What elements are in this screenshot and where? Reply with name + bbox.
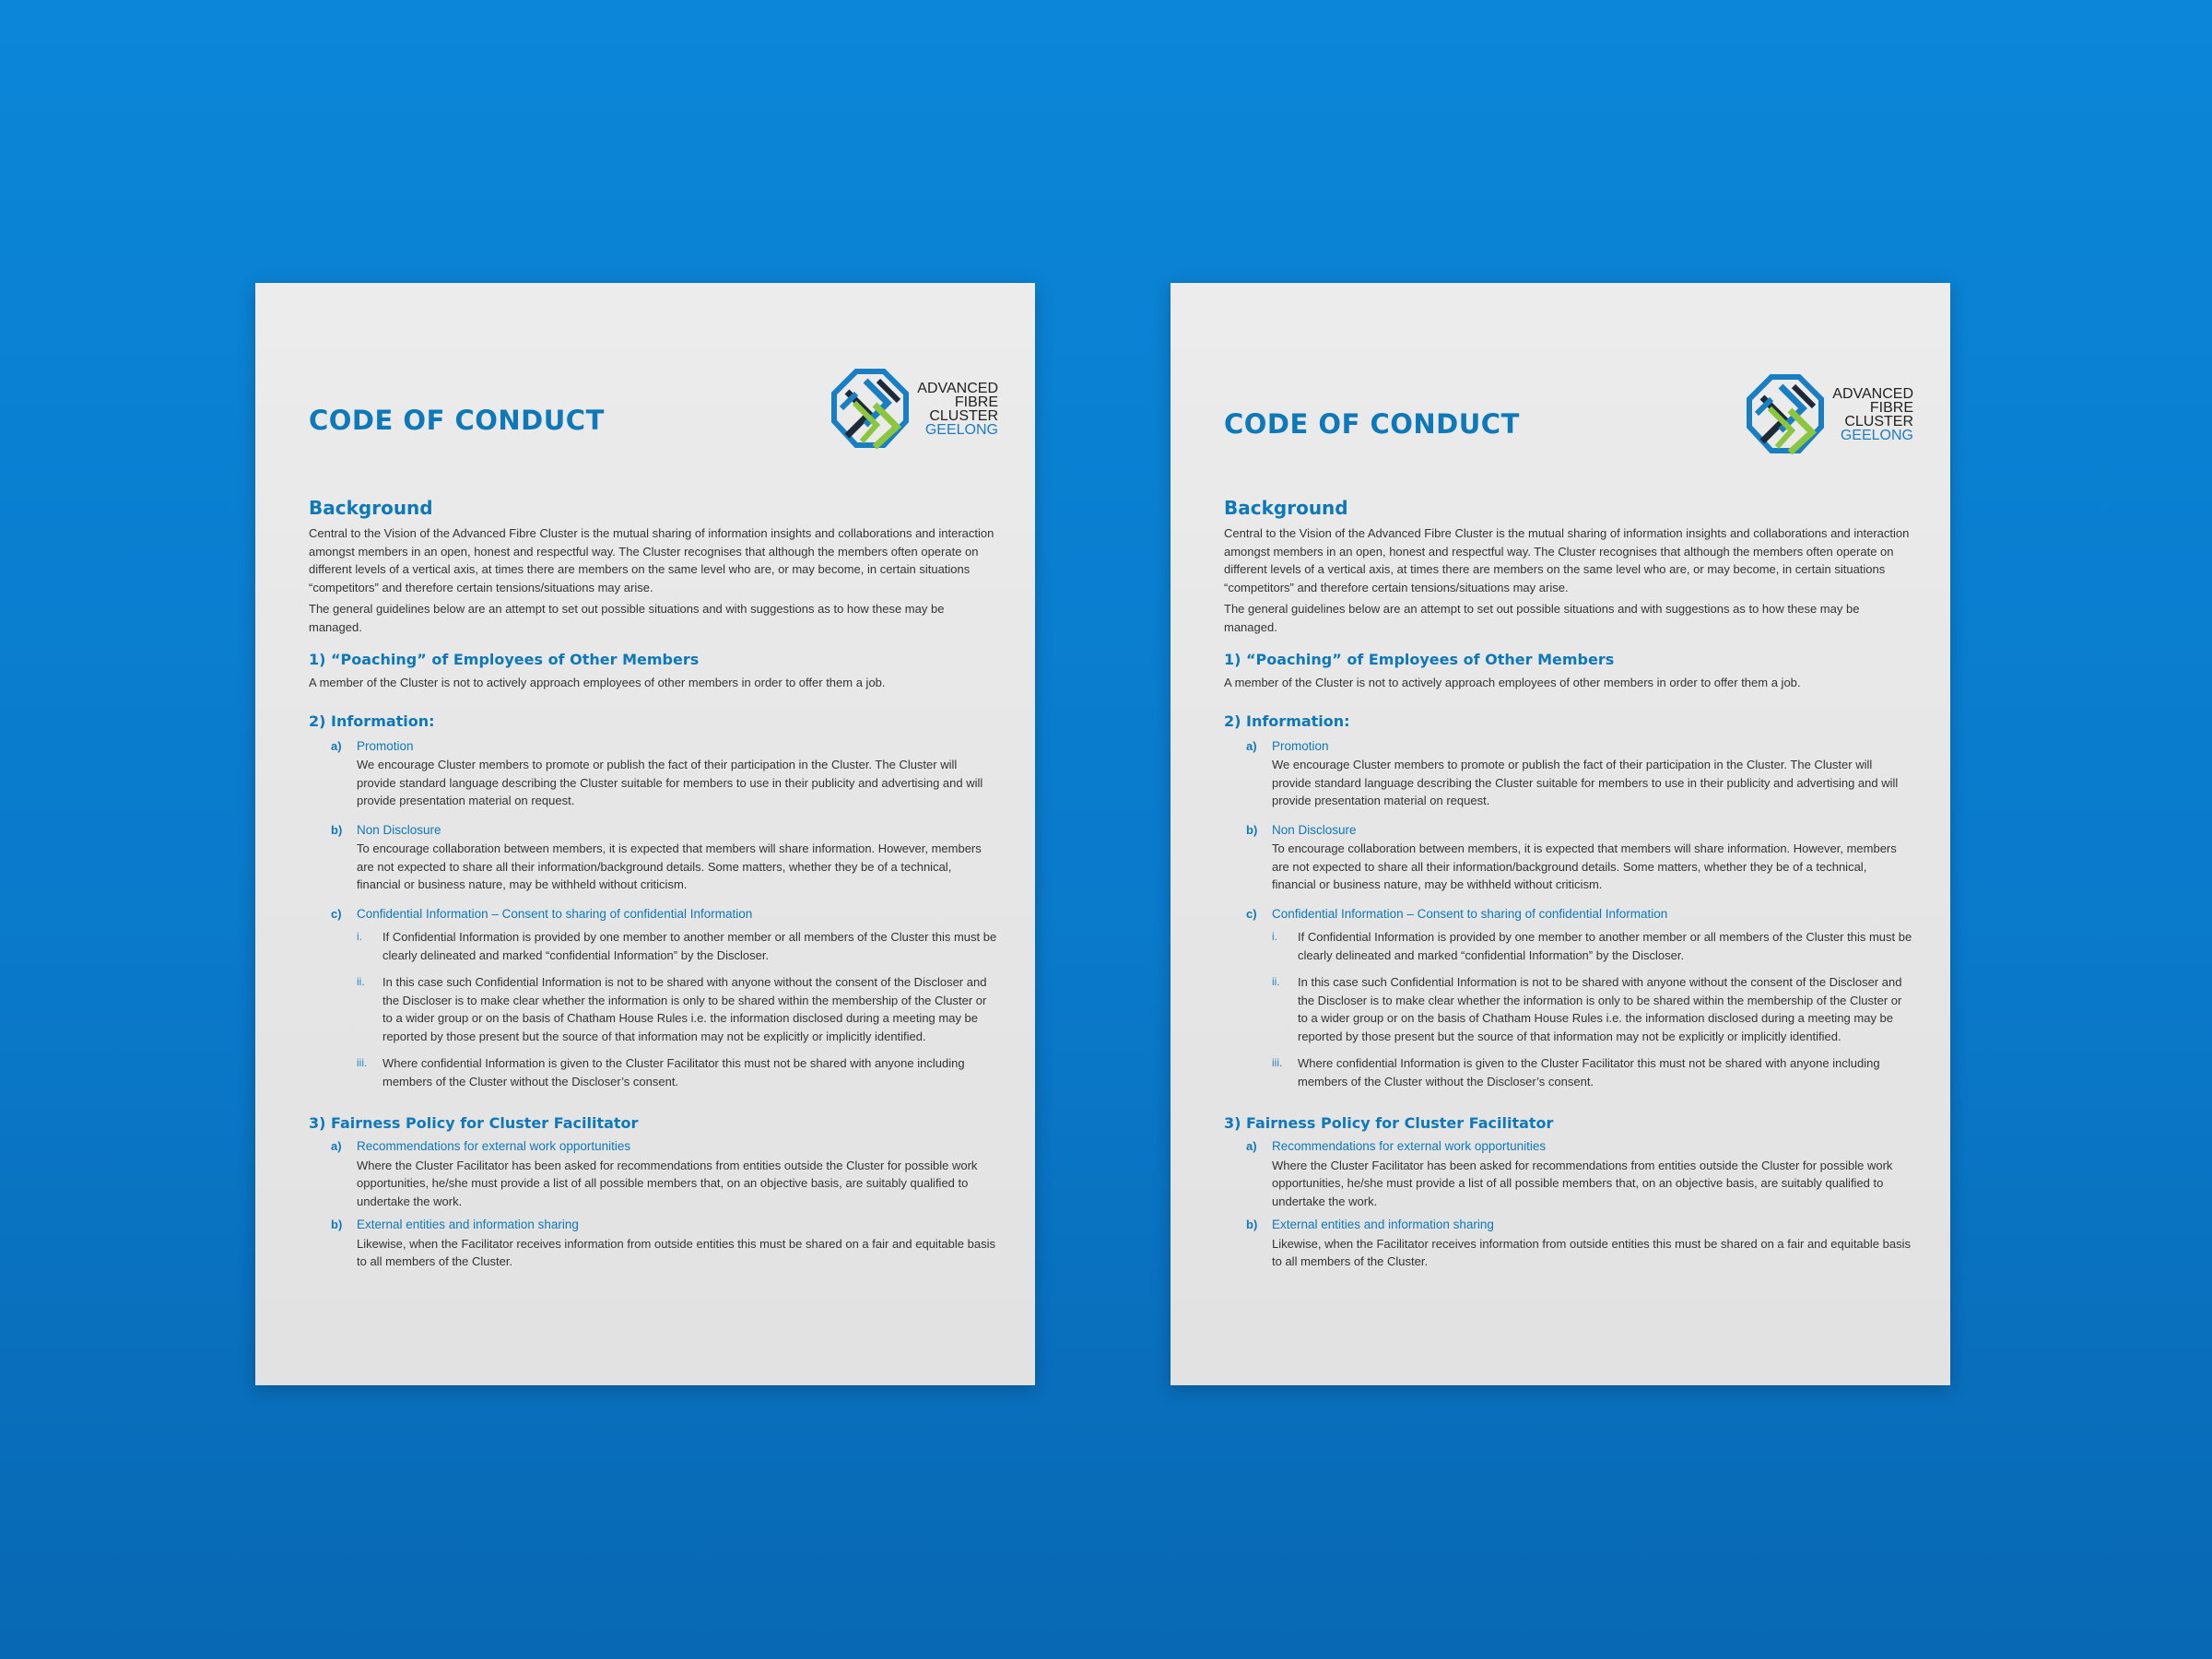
cluster-logo (829, 368, 998, 451)
background-paragraph: The general guidelines below are an attempt to set out possible situations and with suggestions as to how these may be managed. (1224, 602, 1860, 634)
cluster-logo (1744, 373, 1913, 456)
subsection (331, 1137, 998, 1214)
list-item-text: If Confidential Information is provided by one member to another member or all members of the Cluster this must be clearly delineated and marked “confidential Information” by the Discloser. (1298, 930, 1912, 962)
subsection-heading: Non Disclosure (357, 822, 441, 837)
subsection-heading: Recommendations for external work opportunities (357, 1139, 631, 1153)
subsection-key: b) (1246, 1218, 1258, 1231)
section-title: Fairness Policy for Cluster Facilitator (331, 1114, 639, 1132)
section-heading (309, 651, 998, 668)
subsection-paragraph: Where the Cluster Facilitator has been asked for recommendations from entities outside the Cluster for possible work opportunities, he/she must provide a list of all possible members that, on an objective basis, are suitably qualified to undertake the work. (357, 1158, 978, 1208)
section-title: “Poaching” of Employees of Other Members (1246, 651, 1615, 668)
document-page-right (1171, 283, 1950, 1385)
section-title: Fairness Policy for Cluster Facilitator (1246, 1114, 1554, 1132)
section-heading (1224, 712, 1913, 730)
subsection (1246, 737, 1913, 814)
section-number: 1) (1224, 651, 1241, 668)
section-heading (309, 1114, 998, 1132)
background-paragraph: Central to the Vision of the Advanced Fibre Cluster is the mutual sharing of information insights and collaborations and interaction amongst members in an open, honest and respectful way. The Cluster recognises that although the members often operate on different levels of a vertical axis, at times there are members on the same level who are, or may become, in certain situations “competitors” and therefore certain tensions/situations may arise. (309, 526, 994, 594)
list-item (357, 973, 998, 1049)
logo-line: ADVANCED (917, 381, 998, 396)
logo-line: FIBRE (954, 394, 998, 410)
subsection-key: c) (1246, 906, 1257, 921)
logo-line: ADVANCED (1832, 386, 1913, 402)
list-item-text: If Confidential Information is provided by one member to another member or all members of the Cluster this must be clearly delineated and marked “confidential Information” by the Discloser. (382, 930, 997, 962)
page-title: CODE OF CONDUCT (309, 405, 605, 436)
section-heading (1224, 1114, 1913, 1132)
list-item-text: Where confidential Information is given to the Cluster Facilitator this must not be shared with anyone including members of the Cluster without the Discloser’s consent. (382, 1056, 965, 1088)
subsection (1246, 1137, 1913, 1214)
subsection-heading: Confidential Information – Consent to sharing of confidential Information (357, 906, 753, 921)
list-item (1272, 973, 1913, 1049)
section-number: 2) (1224, 712, 1241, 730)
document-page-left (255, 283, 1035, 1385)
logo-wordmark (917, 382, 998, 437)
logo-wordmark (1832, 387, 1913, 442)
subsection (1246, 1216, 1913, 1275)
interlaced-octagon-logo-icon (1744, 373, 1827, 456)
list-item (1272, 1054, 1913, 1094)
list-item-key: i. (1272, 930, 1277, 943)
subsection (1246, 905, 1913, 1095)
section-number: 2) (309, 712, 326, 730)
subsection-paragraph: Likewise, when the Facilitator receives information from outside entities this must be shared on a fair and equitable basis to all members of the Cluster. (357, 1236, 995, 1268)
section-heading (1224, 651, 1913, 668)
subsection-heading: External entities and information sharing (357, 1218, 579, 1231)
subsection (331, 737, 998, 814)
subsection-paragraph: Where the Cluster Facilitator has been asked for recommendations from entities outside the Cluster for possible work opportunities, he/she must provide a list of all possible members that, on an objective basis, are suitably qualified to undertake the work. (1272, 1158, 1893, 1208)
interlaced-octagon-logo-icon (829, 368, 912, 451)
subsection-key: b) (331, 822, 343, 837)
logo-line: FIBRE (1869, 400, 1913, 416)
page-header (1224, 283, 1913, 497)
list-item-text: In this case such Confidential Information is not to be shared with anyone without the consent of the Discloser and the Discloser is to make clear whether the information is only to be shared within the membership of the Cluster or to a wider group or on the basis of Chatham House Rules i.e. the information disclosed during a meeting may be reported by those present but the source of that information may not be explicitly or implicitly identified. (1298, 975, 1902, 1043)
subsection-paragraph: Likewise, when the Facilitator receives information from outside entities this must be shared on a fair and equitable basis to all members of the Cluster. (1272, 1236, 1911, 1268)
section-title: “Poaching” of Employees of Other Members (331, 651, 700, 668)
list-item-key: iii. (357, 1056, 368, 1069)
subsection-key: a) (331, 1139, 342, 1153)
page-title: CODE OF CONDUCT (1224, 408, 1520, 440)
subsection-paragraph: To encourage collaboration between members, it is expected that members will share information. However, members are not expected to share all their information/background details. Some matters, whether they be of a technical, financial or business nature, may be withheld without criticism. (357, 841, 982, 891)
subsection-heading: Promotion (357, 738, 414, 753)
subsection (331, 1216, 998, 1275)
list-item (357, 928, 998, 968)
section-paragraph: A member of the Cluster is not to actively approach employees of other members in order to offer them a job. (1224, 676, 1801, 689)
subsection-heading: Promotion (1272, 738, 1329, 753)
logo-line: GEELONG (924, 422, 998, 438)
logo-line: CLUSTER (1844, 414, 1913, 429)
section-title: Information: (1246, 712, 1350, 730)
subsection-heading: Non Disclosure (1272, 822, 1357, 837)
subsection (1246, 821, 1913, 898)
list-item-key: iii. (1272, 1056, 1283, 1069)
list-item (357, 1054, 998, 1094)
list-item-text: Where confidential Information is given to the Cluster Facilitator this must not be shared with anyone including members of the Cluster without the Discloser’s consent. (1298, 1056, 1880, 1088)
subsection-paragraph: We encourage Cluster members to promote or publish the fact of their participation in the Cluster. The Cluster will provide standard language describing the Cluster suitable for members to use in their publicity and advertising and will provide presentation material on request. (1272, 758, 1899, 807)
subsection-heading: Confidential Information – Consent to sharing of confidential Information (1272, 906, 1668, 921)
list-item-key: ii. (357, 975, 365, 988)
subsection (331, 821, 998, 898)
page-header (309, 283, 998, 497)
subsection-key: a) (1246, 1139, 1257, 1153)
list-item (1272, 928, 1913, 968)
list-item-key: i. (357, 930, 362, 943)
subsection-paragraph: To encourage collaboration between members, it is expected that members will share information. However, members are not expected to share all their information/background details. Some matters, whether they be of a technical, financial or business nature, may be withheld without criticism. (1272, 841, 1897, 891)
background-heading: Background (309, 497, 433, 519)
background-paragraph: Central to the Vision of the Advanced Fibre Cluster is the mutual sharing of information insights and collaborations and interaction amongst members in an open, honest and respectful way. The Cluster recognises that although the members often operate on different levels of a vertical axis, at times there are members on the same level who are, or may become, in certain situations “competitors” and therefore certain tensions/situations may arise. (1224, 526, 1910, 594)
subsection-key: a) (331, 738, 342, 753)
logo-line: CLUSTER (929, 408, 998, 424)
logo-line: GEELONG (1840, 428, 1913, 443)
section-title: Information: (331, 712, 435, 730)
section-number: 3) (1224, 1114, 1241, 1132)
subsection-key: c) (331, 906, 342, 921)
list-item-key: ii. (1272, 975, 1280, 988)
subsection-key: a) (1246, 738, 1257, 753)
section-paragraph: A member of the Cluster is not to actively approach employees of other members in order to offer them a job. (309, 676, 886, 689)
section-heading (309, 712, 998, 730)
subsection-key: b) (1246, 822, 1258, 837)
list-item-text: In this case such Confidential Information is not to be shared with anyone without the consent of the Discloser and the Discloser is to make clear whether the information is only to be shared within the membership of the Cluster or to a wider group or on the basis of Chatham House Rules i.e. the information disclosed during a meeting may be reported by those present but the source of that information may not be explicitly or implicitly identified. (382, 975, 987, 1043)
subsection-paragraph: We encourage Cluster members to promote or publish the fact of their participation in the Cluster. The Cluster will provide standard language describing the Cluster suitable for members to use in their publicity and advertising and will provide presentation material on request. (357, 758, 983, 807)
subsection (331, 905, 998, 1095)
background-paragraph: The general guidelines below are an attempt to set out possible situations and with suggestions as to how these may be managed. (309, 602, 945, 634)
subsection-key: b) (331, 1218, 343, 1231)
section-number: 1) (309, 651, 326, 668)
section-number: 3) (309, 1114, 326, 1132)
background-heading: Background (1224, 497, 1348, 519)
subsection-heading: Recommendations for external work opportunities (1272, 1139, 1547, 1153)
subsection-heading: External entities and information sharing (1272, 1218, 1494, 1231)
